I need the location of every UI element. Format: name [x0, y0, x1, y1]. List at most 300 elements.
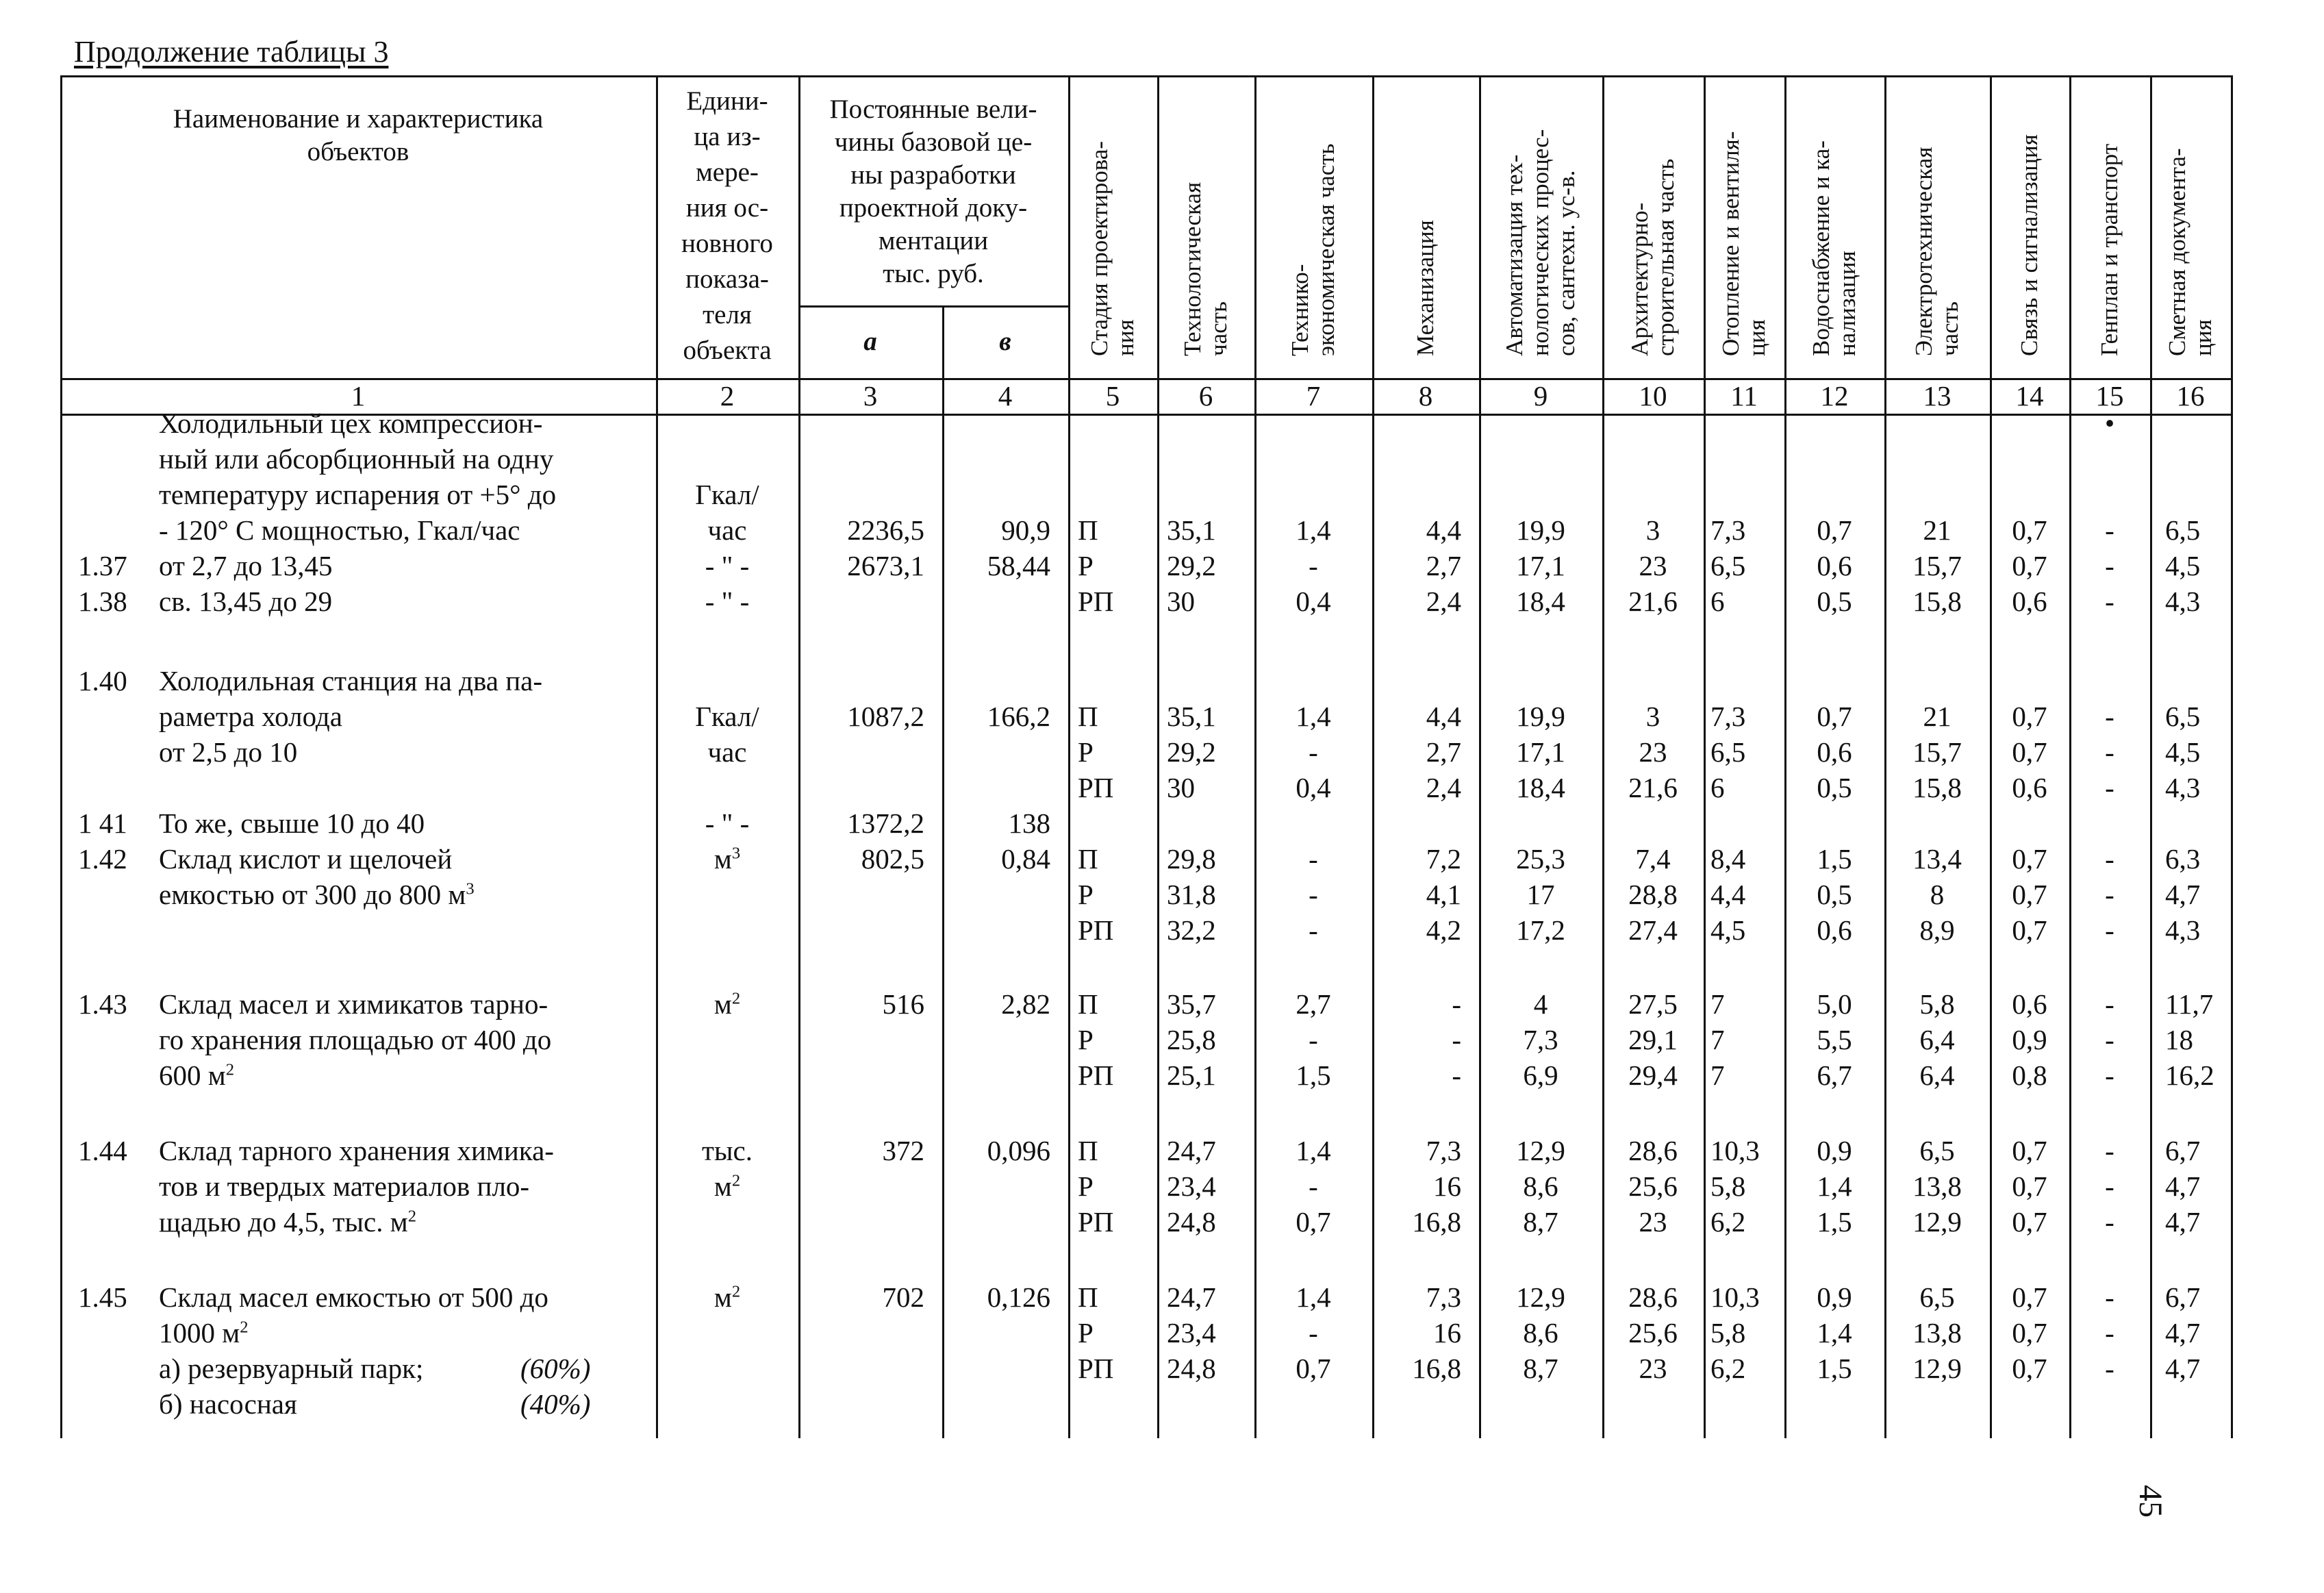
header-unit: Едини- ца из- мере- ния ос- новного показа- теля объекта — [681, 86, 773, 365]
column-number-11: 11 — [1730, 380, 1758, 412]
cell-c9: 8,7 — [1523, 1206, 1558, 1238]
row-name: а) резервуарный парк; — [159, 1353, 424, 1384]
cell-c7: - — [1309, 550, 1318, 581]
column-number-2: 2 — [720, 380, 735, 412]
cell-a: 702 — [882, 1281, 924, 1313]
row-id: 1.37 — [78, 550, 127, 581]
cell-c9: 17 — [1526, 879, 1555, 910]
cell-c14: 0,7 — [2012, 879, 2047, 910]
cell-c13: 21 — [1923, 701, 1952, 732]
cell-stage: Р — [1078, 1317, 1094, 1349]
row-name: Холодильная станция на два па- — [159, 665, 543, 697]
cell-c15: - — [2105, 843, 2114, 875]
cell-c12: 0,9 — [1817, 1135, 1852, 1166]
column-number-3: 3 — [863, 380, 878, 412]
cell-c6: 29,8 — [1167, 843, 1216, 875]
cell-stage: РП — [1078, 1206, 1114, 1238]
cell-c6: 24,8 — [1167, 1353, 1216, 1384]
cell-c15: - — [2105, 1059, 2114, 1091]
cell-c14: 0,7 — [2012, 1206, 2047, 1238]
cell-v: 0,84 — [1001, 843, 1050, 875]
cell-c13: 8,9 — [1919, 914, 1955, 946]
header-a: а — [863, 327, 877, 356]
table-top-border — [60, 75, 2231, 77]
cell-c13: 12,9 — [1912, 1206, 1962, 1238]
cell-stage: Р — [1078, 736, 1094, 768]
cell-c11: 6 — [1710, 586, 1725, 617]
cell-c7: - — [1309, 736, 1318, 768]
cell-c16: 6,5 — [2165, 701, 2201, 732]
cell-c7: 1,5 — [1296, 1059, 1331, 1091]
cell-c8: - — [1452, 1059, 1461, 1091]
cell-c14: 0,7 — [2012, 1170, 2047, 1202]
cell-c13: 6,5 — [1919, 1281, 1955, 1313]
cell-c15: - — [2105, 1024, 2114, 1055]
cell-c14: 0,8 — [2012, 1059, 2047, 1091]
column-number-6: 6 — [1198, 380, 1213, 412]
cell-c12: 5,0 — [1817, 988, 1852, 1020]
cell-c6: 35,7 — [1167, 988, 1216, 1020]
cell-c6: 24,7 — [1167, 1135, 1216, 1166]
cell-a: 2236,5 — [847, 514, 924, 546]
cell-c12: 0,5 — [1817, 586, 1852, 617]
cell-c10: 3 — [1645, 701, 1660, 732]
cell-c16: 4,5 — [2165, 550, 2201, 581]
cell-c10: 28,6 — [1628, 1281, 1678, 1313]
cell-c14: 0,6 — [2012, 988, 2047, 1020]
cell-c8: 2,4 — [1426, 772, 1461, 803]
cell-unit: - " - — [705, 586, 750, 617]
cell-c8: 7,3 — [1426, 1135, 1461, 1166]
header-name: Наименование и характеристика объектов — [173, 104, 544, 166]
row-name: Склад тарного хранения химика- — [159, 1135, 554, 1166]
cell-c16: 4,5 — [2165, 736, 2201, 768]
row-id: 1.45 — [78, 1281, 127, 1313]
header-col-6: Технологическая часть — [1179, 181, 1232, 356]
cell-c9: 19,9 — [1516, 701, 1565, 732]
cell-c11: 5,8 — [1710, 1170, 1746, 1202]
cell-stage: Р — [1078, 1024, 1094, 1055]
header-col-7: Технико- экономическая часть — [1287, 143, 1339, 356]
cell-c8: - — [1452, 1024, 1461, 1055]
row-id: 1.38 — [78, 586, 127, 617]
cell-c14: 0,6 — [2012, 586, 2047, 617]
cell-unit: час — [707, 736, 747, 768]
cell-c6: 25,1 — [1167, 1059, 1216, 1091]
column-number-14: 14 — [2015, 380, 2044, 412]
cell-c10: 23 — [1639, 1353, 1667, 1384]
column-number-4: 4 — [998, 380, 1013, 412]
header-col-8: Механизация — [1412, 220, 1439, 356]
row-name: 600 $м^2$ — [159, 1059, 234, 1091]
row-name: го хранения площадью от 400 до — [159, 1024, 552, 1055]
cell-c14: 0,9 — [2012, 1024, 2047, 1055]
row-name: Склад масел и химикатов тарно- — [159, 988, 548, 1020]
cell-c13: 13,4 — [1912, 843, 1962, 875]
cell-c11: 10,3 — [1710, 1281, 1760, 1313]
cell-c12: 0,5 — [1817, 879, 1852, 910]
cell-c9: 12,9 — [1516, 1281, 1565, 1313]
cell-c7: 0,4 — [1296, 772, 1331, 803]
cell-c7: 2,7 — [1296, 988, 1331, 1020]
cell-c14: 0,7 — [2012, 1317, 2047, 1349]
cell-c7: - — [1309, 1024, 1318, 1055]
cell-c14: 0,7 — [2012, 701, 2047, 732]
cell-c7: 1,4 — [1296, 1281, 1331, 1313]
cell-stage: П — [1078, 701, 1098, 732]
grid-line — [2231, 75, 2233, 1438]
cell-c9: 4 — [1533, 988, 1548, 1020]
cell-c9: 25,3 — [1516, 843, 1565, 875]
row-id: 1.43 — [78, 988, 127, 1020]
cell-c14: 0,7 — [2012, 550, 2047, 581]
cell-c16: 4,7 — [2165, 1206, 2201, 1238]
row-name: Холодильный цех компрессион- — [159, 407, 543, 439]
cell-c9: 19,9 — [1516, 514, 1565, 546]
cell-c8: 16,8 — [1412, 1353, 1461, 1384]
cell-c9: 7,3 — [1523, 1024, 1558, 1055]
cell-c12: 1,4 — [1817, 1170, 1852, 1202]
cell-unit: - " - — [705, 550, 750, 581]
cell-c15: - — [2105, 514, 2114, 546]
cell-c16: 6,3 — [2165, 843, 2201, 875]
cell-c13: 13,8 — [1912, 1317, 1962, 1349]
cell-c6: 35,1 — [1167, 514, 1216, 546]
cell-c6: 23,4 — [1167, 1170, 1216, 1202]
cell-v: 90,9 — [1001, 514, 1050, 546]
row-name: - 120° С мощностью, Гкал/час — [159, 514, 520, 546]
cell-c8: 4,4 — [1426, 701, 1461, 732]
row-name: Склад масел емкостью от 500 до — [159, 1281, 548, 1313]
cell-c10: 21,6 — [1628, 772, 1678, 803]
row-name: б) насосная — [159, 1388, 297, 1420]
cell-c12: 0,6 — [1817, 914, 1852, 946]
row-name: температуру испарения от +5° до — [159, 479, 557, 510]
cell-c6: 29,2 — [1167, 550, 1216, 581]
cell-c15: - — [2105, 914, 2114, 946]
cell-c10: 23 — [1639, 550, 1667, 581]
cell-c10: 25,6 — [1628, 1317, 1678, 1349]
cell-c14: 0,7 — [2012, 736, 2047, 768]
cell-c11: 7 — [1710, 988, 1725, 1020]
row-id: 1.42 — [78, 843, 127, 875]
cell-stage: РП — [1078, 914, 1114, 946]
page-number: 45 — [2132, 1485, 2169, 1518]
cell-c10: 23 — [1639, 736, 1667, 768]
cell-c11: 5,8 — [1710, 1317, 1746, 1349]
row-name: Склад кислот и щелочей — [159, 843, 453, 875]
cell-unit: $м^2$ — [713, 988, 741, 1020]
column-number-12: 12 — [1820, 380, 1849, 412]
cell-c8: 7,3 — [1426, 1281, 1461, 1313]
cell-c16: 4,3 — [2165, 772, 2201, 803]
cell-c13: 15,7 — [1912, 736, 1962, 768]
cell-c13: 12,9 — [1912, 1353, 1962, 1384]
row-name: ный или абсорбционный на одну — [159, 443, 554, 475]
column-number-15: 15 — [2095, 380, 2124, 412]
cell-c14: 0,7 — [2012, 914, 2047, 946]
cell-c8: 4,4 — [1426, 514, 1461, 546]
cell-c6: 29,2 — [1167, 736, 1216, 768]
cell-c10: 28,6 — [1628, 1135, 1678, 1166]
column-number-5: 5 — [1105, 380, 1120, 412]
cell-c11: 7 — [1710, 1059, 1725, 1091]
cell-c10: 25,6 — [1628, 1170, 1678, 1202]
row-name: от 2,7 до 13,45 — [159, 550, 333, 581]
cell-unit: $м^2$ — [713, 1170, 741, 1202]
cell-c6: 24,8 — [1167, 1206, 1216, 1238]
cell-c7: 1,4 — [1296, 701, 1331, 732]
cell-c6: 31,8 — [1167, 879, 1216, 910]
cell-c14: 0,7 — [2012, 1353, 2047, 1384]
cell-c9: 18,4 — [1516, 772, 1565, 803]
header-col-13: Электротехническая часть — [1910, 147, 1963, 356]
cell-c9: 8,7 — [1523, 1353, 1558, 1384]
cell-c11: 6 — [1710, 772, 1725, 803]
cell-unit: - " - — [705, 807, 750, 839]
header-col-11: Отопление и вентиля- ция — [1717, 131, 1770, 356]
cell-a: 1372,2 — [847, 807, 924, 839]
cell-c11: 6,2 — [1710, 1206, 1746, 1238]
cell-v: 0,096 — [987, 1135, 1050, 1166]
cell-c14: 0,7 — [2012, 514, 2047, 546]
cell-c6: 35,1 — [1167, 701, 1216, 732]
cell-c13: 15,7 — [1912, 550, 1962, 581]
cell-c16: 6,7 — [2165, 1135, 2201, 1166]
cell-stage: РП — [1078, 1353, 1114, 1384]
row-name: щадью до 4,5, тыс. $м^2$ — [159, 1206, 416, 1238]
cell-c8: 2,7 — [1426, 736, 1461, 768]
cell-c13: 15,8 — [1912, 772, 1962, 803]
cell-c16: 4,3 — [2165, 914, 2201, 946]
cell-c9: 17,1 — [1516, 550, 1565, 581]
cell-c16: 4,7 — [2165, 879, 2201, 910]
cell-v: 0,126 — [987, 1281, 1050, 1313]
cell-c9: 8,6 — [1523, 1317, 1558, 1349]
cell-c14: 0,6 — [2012, 772, 2047, 803]
cell-c11: 4,4 — [1710, 879, 1746, 910]
cell-c8: 4,2 — [1426, 914, 1461, 946]
cell-c8: 2,4 — [1426, 586, 1461, 617]
cell-c10: 29,1 — [1628, 1024, 1678, 1055]
cell-unit: Гкал/ — [695, 479, 759, 510]
cell-c11: 6,2 — [1710, 1353, 1746, 1384]
cell-c15: - — [2105, 1206, 2114, 1238]
header-col-12: Водоснабжение и ка- нализация — [1808, 140, 1860, 356]
cell-c9: 12,9 — [1516, 1135, 1565, 1166]
row-name: от 2,5 до 10 — [159, 736, 298, 768]
cell-c12: 1,5 — [1817, 1353, 1852, 1384]
cell-c15: - — [2105, 736, 2114, 768]
cell-c6: 23,4 — [1167, 1317, 1216, 1349]
cell-c6: 32,2 — [1167, 914, 1216, 946]
cell-c15: - — [2105, 772, 2114, 803]
header-col-5: Стадия проектирова- ния — [1086, 140, 1139, 356]
cell-c9: 6,9 — [1523, 1059, 1558, 1091]
cell-c9: 8,6 — [1523, 1170, 1558, 1202]
header-v: в — [999, 327, 1011, 356]
cell-c6: 30 — [1167, 586, 1195, 617]
cell-stage: РП — [1078, 586, 1114, 617]
cell-c6: 24,7 — [1167, 1281, 1216, 1313]
cell-c15: - — [2105, 550, 2114, 581]
cell-c7: - — [1309, 1317, 1318, 1349]
cell-c6: 25,8 — [1167, 1024, 1216, 1055]
row-name: тов и твердых материалов пло- — [159, 1170, 530, 1202]
row-name: емкостью от 300 до 800 $м^3$ — [159, 879, 475, 910]
header-col-10: Архитектурно- строительная часть — [1626, 158, 1679, 356]
header-col-14: Связь и сигнализация — [2016, 134, 2043, 356]
cell-c9: 17,2 — [1516, 914, 1565, 946]
cell-c8: 16,8 — [1412, 1206, 1461, 1238]
cell-c7: 1,4 — [1296, 1135, 1331, 1166]
cell-c16: 18 — [2165, 1024, 2193, 1055]
cell-c10: 28,8 — [1628, 879, 1678, 910]
cell-c8: 16 — [1433, 1317, 1461, 1349]
cell-c7: - — [1309, 914, 1318, 946]
cell-v: 2,82 — [1001, 988, 1050, 1020]
cell-stage: Р — [1078, 879, 1094, 910]
cell-c8: 16 — [1433, 1170, 1461, 1202]
cell-c13: 13,8 — [1912, 1170, 1962, 1202]
cell-c11: 7,3 — [1710, 514, 1746, 546]
row-id: 1.40 — [78, 665, 127, 697]
cell-c16: 4,7 — [2165, 1317, 2201, 1349]
cell-c12: 0,7 — [1817, 514, 1852, 546]
cell-unit: час — [707, 514, 747, 546]
cell-unit: $м^2$ — [713, 1281, 741, 1313]
cell-c15: - — [2105, 701, 2114, 732]
cell-c8: 4,1 — [1426, 879, 1461, 910]
cell-c15: - — [2105, 1317, 2114, 1349]
cell-c12: 1,5 — [1817, 1206, 1852, 1238]
cell-c11: 10,3 — [1710, 1135, 1760, 1166]
cell-c10: 27,5 — [1628, 988, 1678, 1020]
cell-c7: - — [1309, 843, 1318, 875]
row-share: (60%) — [520, 1353, 591, 1384]
cell-a: 516 — [882, 988, 924, 1020]
cell-stage: Р — [1078, 550, 1094, 581]
cell-c13: 5,8 — [1919, 988, 1955, 1020]
cell-c11: 8,4 — [1710, 843, 1746, 875]
column-number-16: 16 — [2176, 380, 2205, 412]
cell-c16: 6,5 — [2165, 514, 2201, 546]
row-id: 1 41 — [78, 807, 127, 839]
cell-stage: Р — [1078, 1170, 1094, 1202]
cell-c11: 6,5 — [1710, 736, 1746, 768]
cell-stage: П — [1078, 1135, 1098, 1166]
cell-c12: 0,9 — [1817, 1281, 1852, 1313]
cell-c12: 0,7 — [1817, 701, 1852, 732]
cell-c16: 6,7 — [2165, 1281, 2201, 1313]
cell-c15: - — [2105, 1170, 2114, 1202]
cell-c13: 8 — [1930, 879, 1945, 910]
cell-c8: 7,2 — [1426, 843, 1461, 875]
cell-unit: тыс. — [702, 1135, 753, 1166]
cell-c16: 11,7 — [2165, 988, 2214, 1020]
cell-c10: 29,4 — [1628, 1059, 1678, 1091]
cell-c7: - — [1309, 1170, 1318, 1202]
cell-c12: 1,5 — [1817, 843, 1852, 875]
row-name: св. 13,45 до 29 — [159, 586, 333, 617]
cell-c11: 4,5 — [1710, 914, 1746, 946]
row-name: раметра холода — [159, 701, 342, 732]
cell-c13: 6,4 — [1919, 1059, 1955, 1091]
row-name: То же, свыше 10 до 40 — [159, 807, 425, 839]
cell-v: 138 — [1008, 807, 1050, 839]
cell-c15: - — [2105, 879, 2114, 910]
cell-stage: П — [1078, 988, 1098, 1020]
cell-c7: 0,7 — [1296, 1353, 1331, 1384]
header-base-price: Постоянные вели- чины базовой це- ны разработки проектной доку- ментации тыс. руб. — [829, 95, 1037, 288]
cell-c15: • — [2104, 407, 2115, 439]
cell-c13: 6,4 — [1919, 1024, 1955, 1055]
cell-c12: 0,6 — [1817, 736, 1852, 768]
cell-a: 802,5 — [861, 843, 924, 875]
cell-c10: 7,4 — [1635, 843, 1671, 875]
cell-unit: Гкал/ — [695, 701, 759, 732]
cell-a: 2673,1 — [847, 550, 924, 581]
cell-c15: - — [2105, 1353, 2114, 1384]
column-number-10: 10 — [1639, 380, 1667, 412]
cell-c16: 4,7 — [2165, 1170, 2201, 1202]
cell-c10: 3 — [1645, 514, 1660, 546]
cell-c13: 21 — [1923, 514, 1952, 546]
row-id: 1.44 — [78, 1135, 127, 1166]
cell-c15: - — [2105, 1281, 2114, 1313]
cell-a: 372 — [882, 1135, 924, 1166]
column-number-8: 8 — [1418, 380, 1433, 412]
cell-c15: - — [2105, 586, 2114, 617]
cell-a: 1087,2 — [847, 701, 924, 732]
cell-c15: - — [2105, 1135, 2114, 1166]
header-col-15: Генплан и транспорт — [2096, 143, 2123, 356]
cell-c12: 0,6 — [1817, 550, 1852, 581]
cell-c10: 23 — [1639, 1206, 1667, 1238]
column-number-7: 7 — [1306, 380, 1321, 412]
cell-c7: 0,7 — [1296, 1206, 1331, 1238]
cell-c11: 7 — [1710, 1024, 1725, 1055]
cell-c7: - — [1309, 879, 1318, 910]
cell-c9: 17,1 — [1516, 736, 1565, 768]
column-number-13: 13 — [1923, 380, 1952, 412]
cell-c10: 27,4 — [1628, 914, 1678, 946]
header-col-16: Сметная документа- ция — [2164, 148, 2216, 356]
cell-c15: - — [2105, 988, 2114, 1020]
cell-c10: 21,6 — [1628, 586, 1678, 617]
cell-c14: 0,7 — [2012, 843, 2047, 875]
cell-c8: - — [1452, 988, 1461, 1020]
cell-v: 58,44 — [987, 550, 1050, 581]
header-col-9: Автоматизация тех- нологических процес- сов, сантехн. ус-в. — [1501, 129, 1580, 356]
cell-c13: 15,8 — [1912, 586, 1962, 617]
cell-c13: 6,5 — [1919, 1135, 1955, 1166]
cell-unit: $м^3$ — [713, 843, 741, 875]
cell-c11: 6,5 — [1710, 550, 1746, 581]
cell-c8: 2,7 — [1426, 550, 1461, 581]
cell-stage: РП — [1078, 1059, 1114, 1091]
cell-stage: П — [1078, 843, 1098, 875]
column-number-9: 9 — [1533, 380, 1548, 412]
cell-c12: 1,4 — [1817, 1317, 1852, 1349]
cell-c14: 0,7 — [2012, 1281, 2047, 1313]
cell-stage: П — [1078, 1281, 1098, 1313]
cell-c16: 4,3 — [2165, 586, 2201, 617]
cell-c6: 30 — [1167, 772, 1195, 803]
cell-c7: 0,4 — [1296, 586, 1331, 617]
row-name: 1000 $м^2$ — [159, 1317, 249, 1349]
table-caption: Продолжение таблицы 3 — [74, 35, 389, 68]
